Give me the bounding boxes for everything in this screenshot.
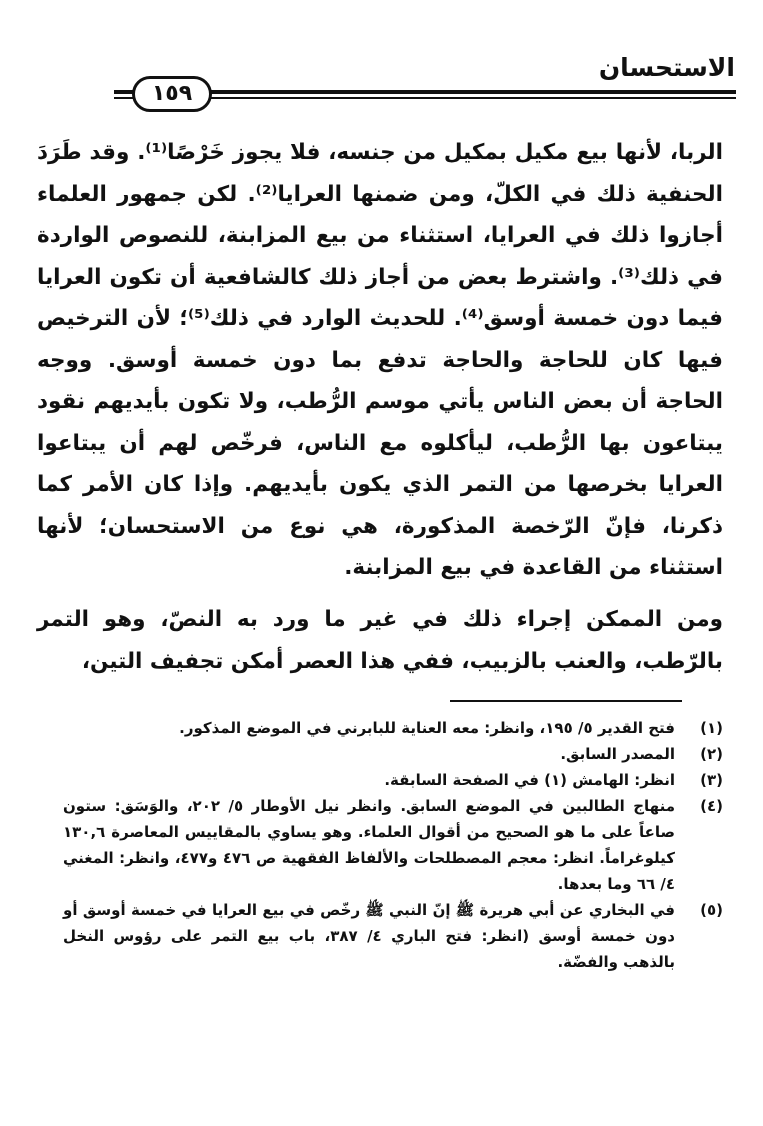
footnote-marker: (٣) <box>700 771 723 789</box>
page-number: ١٥٩ <box>132 76 212 112</box>
footnote-text: منهاج الطالبين في الموضع السابق. وانظر نيل الأوطار ٥/ ٢٠٢، والوَسَق: ستون صاعاً على ما هو الصحيح من أقوال العلماء. وهو يساوي بالمقاييس المعاصرة ١٣٠,٦ كيلوغراماً. انظر: معجم المصطلحات والألفاظ الفقهية ص ٤٧٦ و٤٧٧، وانظر: المغني ٤/ ٦٦ وما بعدها. <box>63 797 676 893</box>
footnote-5 <box>63 897 723 975</box>
footnote-marker: (٤) <box>700 797 723 815</box>
body-paragraph-2: ومن الممكن إجراء ذلك في غير ما ورد به النصّ، وهو التمر بالرّطب، والعنب بالزبيب، ففي هذا العصر أمكن تجفيف التين، <box>37 607 723 674</box>
footnote-text: انظر: الهامش (١) في الصفحة السابقة. <box>384 771 675 789</box>
footnote-separator <box>450 700 682 702</box>
footnote-text: المصدر السابق. <box>560 745 675 763</box>
footnote-3 <box>63 767 723 793</box>
footnote-1 <box>63 715 723 741</box>
footnote-text: في البخاري عن أبي هريرة ﷺ إنّ النبي ﷺ رخّص في بيع العرايا في خمسة أوسق أو دون خمسة أوسق (انظر: فتح الباري ٤/ ٣٨٧، باب بيع التمر على رؤوس النخل بالذهب والفضّة. <box>63 901 675 971</box>
header-rule-right-thin <box>206 97 736 99</box>
footnote-marker: (١) <box>700 719 723 737</box>
footnote-marker: (٥) <box>700 901 723 919</box>
footnote-text: فتح القدير ٥/ ١٩٥، وانظر: معه العناية للبابرني في الموضع المذكور. <box>179 719 675 737</box>
header-rule-right <box>206 90 736 94</box>
running-title: الاستحسان <box>598 53 735 82</box>
footnotes-list <box>63 715 723 975</box>
footnote-marker: (٢) <box>700 745 723 763</box>
footnote-4 <box>63 793 723 897</box>
footnote-2 <box>63 741 723 767</box>
body-paragraph-1: الربا، لأنها بيع مكيل بمكيل من جنسه، فلا يجوز خَرْصًا⁽¹⁾. وقد طَرَدَ الحنفية ذلك في الكلّ، ومن ضمنها العرايا⁽²⁾. لكن جمهور العلماء أجازوا ذلك في العرايا، استثناء من بيع المزابنة، للنصوص الواردة في ذلك⁽³⁾. واشترط بعض من أجاز ذلك كالشافعية أن تكون العرايا فيما دون خمسة أوسق⁽⁴⁾. للحديث الوارد في ذلك⁽⁵⁾؛ لأن الترخيص فيها كان للحاجة والحاجة تدفع بما دون خمسة أوسق. ووجه الحاجة أن بعض الناس يأتي موسم الرُّطب، ولا تكون بأيديهم نقود يبتاعون بها الرُّطب، ليأكلوه مع الناس، فرخّص لهم أن يبتاعوا العرايا بخرصها من التمر الذي يكون بأيديهم. وإذا كان الأمر كما ذكرنا، فإنّ الرّخصة المذكورة، هي نوع من الاستحسان؛ لأنها استثناء من القاعدة في بيع المزابنة. <box>37 140 724 580</box>
